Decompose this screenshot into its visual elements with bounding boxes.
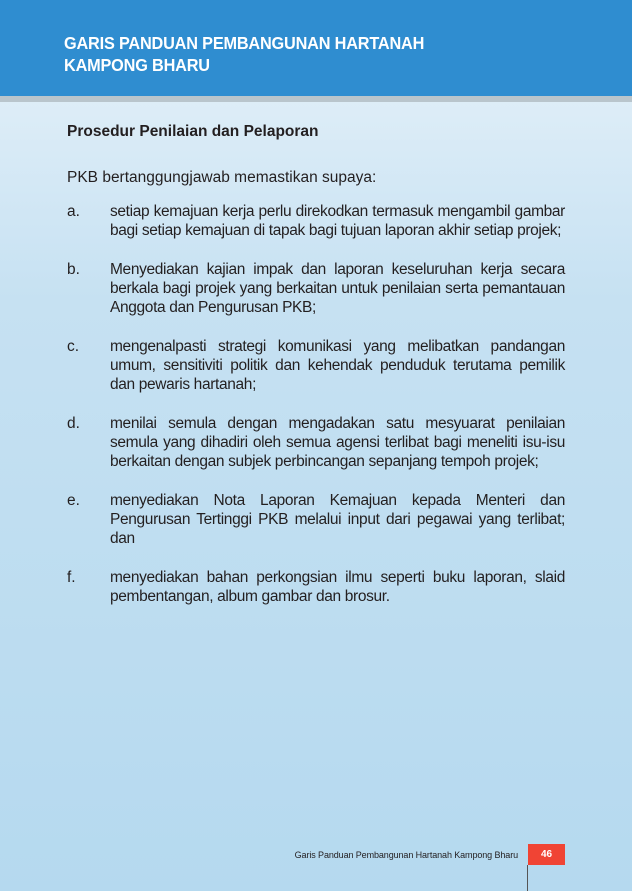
page-header [0,0,632,96]
list-item [67,337,565,394]
footer-document-title: Garis Panduan Pembangunan Hartanah Kampong Bharu [294,850,518,860]
list-item-letter: a. [67,203,80,220]
list-item-letter: c. [67,338,80,355]
list-item-letter: b. [67,261,80,278]
list-item-text: menyediakan Nota Laporan Kemajuan kepada Menteri dan Pengurusan Tertinggi PKB melalui input dari pegawai yang terlibat; dan [110,492,565,547]
list-item-text: setiap kemajuan kerja perlu direkodkan termasuk mengambil gambar bagi setiap kemajuan di tapak bagi tujuan laporan akhir setiap projek; [110,203,565,239]
header-divider [0,96,632,102]
footer-divider [527,865,528,891]
list-item [67,568,565,606]
section-intro: PKB bertanggungjawab memastikan supaya: [67,169,377,186]
document-title-line-2: KAMPONG BHARU [64,55,210,75]
section-title: Prosedur Penilaian dan Pelaporan [67,123,319,140]
document-title-line-1: GARIS PANDUAN PEMBANGUNAN HARTANAH [64,33,425,53]
list-item-text: Menyediakan kajian impak dan laporan keseluruhan kerja secara berkala bagi projek yang berkaitan untuk penilaian serta pemantauan Anggota dan Pengurusan PKB; [110,261,565,316]
page-number-badge: 46 [528,844,565,865]
list-item [67,260,565,317]
list-item [67,202,565,240]
list-item-letter: d. [67,415,80,432]
procedure-list [67,202,565,606]
list-item-letter: f. [67,569,76,586]
list-item [67,491,565,548]
document-title [64,32,424,76]
list-item-letter: e. [67,492,80,509]
list-item-text: mengenalpasti strategi komunikasi yang melibatkan pandangan umum, sensitiviti politik dan kehendak penduduk terutama pemilik dan pewaris hartanah; [110,338,565,393]
list-item-text: menilai semula dengan mengadakan satu mesyuarat penilaian semula yang dihadiri oleh semua agensi terlibat bagi meneliti isu-isu berkaitan dengan subjek perbincangan sepanjang tempoh projek; [110,415,565,470]
list-item [67,414,565,471]
list-item-text: menyediakan bahan perkongsian ilmu seperti buku laporan, slaid pembentangan, album gambar dan brosur. [110,569,565,605]
